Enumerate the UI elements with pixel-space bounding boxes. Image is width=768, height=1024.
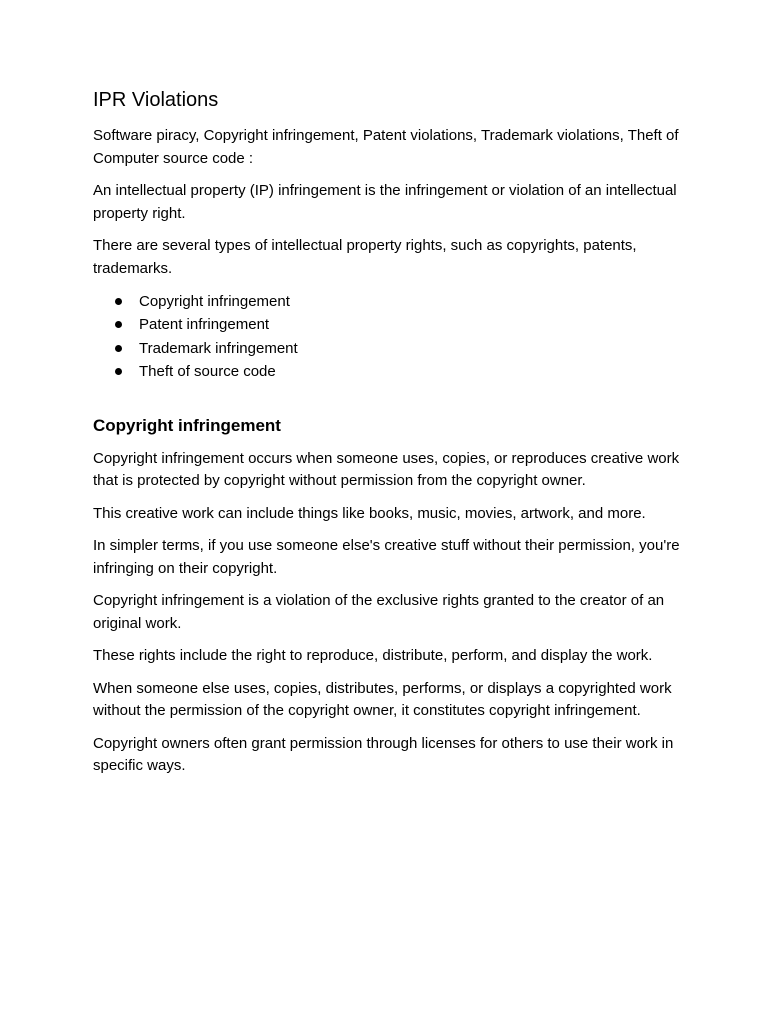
list-item (93, 290, 683, 313)
list-item-label: Theft of source code (139, 363, 276, 381)
section-paragraph: These rights include the right to reproduce, distribute, perform, and display the work. (93, 647, 653, 665)
list-item (93, 360, 683, 383)
bullet-icon (115, 368, 122, 375)
section-paragraph: Copyright owners often grant permission through licenses for others to use their work in specific ways. (93, 734, 674, 775)
section-paragraph: In simpler terms, if you use someone else's creative stuff without their permission, you're infringing on their copyright. (93, 537, 680, 577)
section-paragraph: This creative work can include things like books, music, movies, artwork, and more. (93, 504, 646, 522)
list-item (93, 337, 683, 360)
intro-paragraph: Software piracy, Copyright infringement, Patent violations, Trademark violations, Theft of Computer source code : (93, 127, 679, 167)
intro-paragraph: There are several types of intellectual property rights, such as copyrights, patents, trademarks. (93, 237, 637, 277)
section-paragraph: Copyright infringement is a violation of the exclusive rights granted to the creator of an original work. (93, 592, 665, 632)
section-heading: Copyright infringement (93, 415, 281, 435)
section-paragraph: When someone else uses, copies, distributes, performs, or displays a copyrighted work without the permission of the copyright owner, it constitutes copyright infringement. (93, 679, 672, 720)
bullet-icon (115, 345, 122, 352)
intro-paragraph: An intellectual property (IP) infringement is the infringement or violation of an intellectual property right. (93, 182, 677, 222)
list-item-label: Trademark infringement (139, 339, 298, 357)
list-item-label: Patent infringement (139, 316, 270, 334)
document-content (93, 86, 683, 788)
section-spacer (93, 384, 683, 414)
bullet-icon (115, 298, 122, 305)
page-title: IPR Violations (93, 89, 219, 111)
ipr-types-list (93, 290, 683, 384)
bullet-icon (115, 321, 122, 328)
list-item-label: Copyright infringement (139, 293, 290, 310)
section-paragraph: Copyright infringement occurs when someone uses, copies, or reproduces creative work that is protected by copyright without permission from the copyright owner. (93, 449, 680, 490)
list-item (93, 313, 683, 336)
